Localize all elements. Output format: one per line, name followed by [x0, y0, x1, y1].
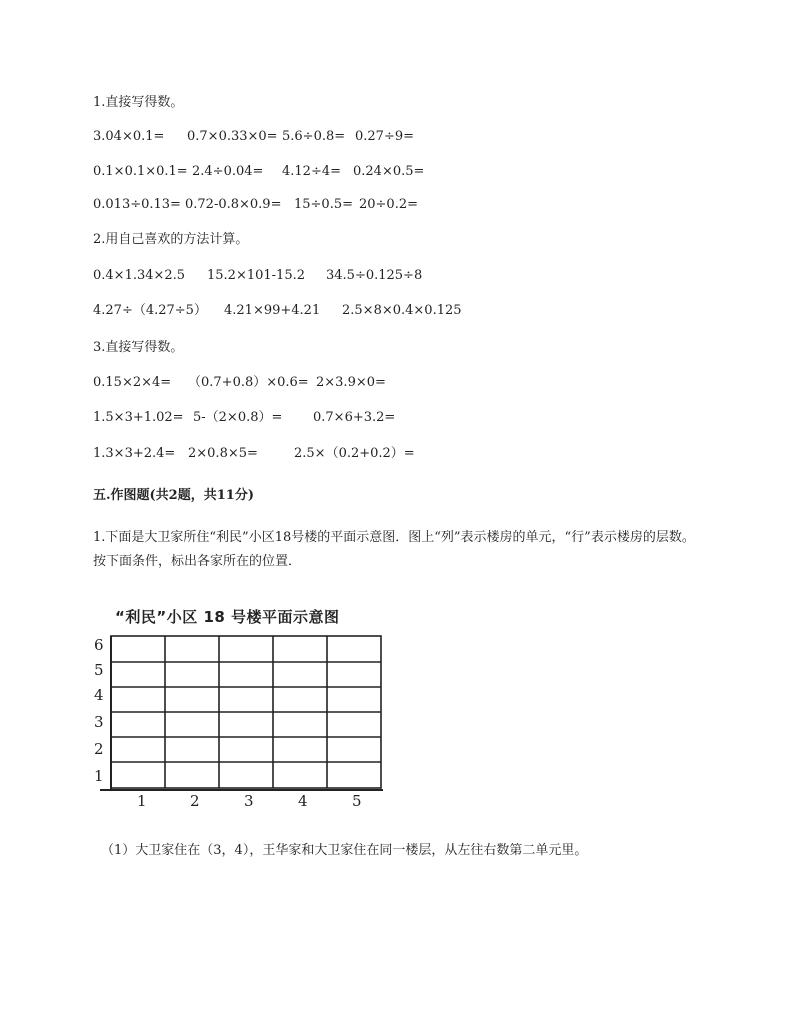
expression: （0.7+0.8）×0.6=	[188, 375, 309, 390]
part5-title: 五.作图题(共2题，共11分)	[93, 488, 254, 503]
row-label: 1	[94, 767, 104, 785]
section3-heading: 3.直接写得数。	[93, 340, 184, 355]
expression: 0.7×6+3.2=	[313, 410, 396, 425]
expression: 34.5÷0.125÷8	[326, 268, 423, 283]
col-label: 2	[190, 792, 200, 810]
expression: 0.013÷0.13=	[93, 197, 181, 212]
col-label: 4	[298, 792, 308, 810]
expression: 2×0.8×5=	[188, 446, 258, 461]
question1-text: 1.下面是大卫家所住“利民”小区18号楼的平面示意图．图上“列”表示楼房的单元，“行”表示楼房的层数。按下面条件，标出各家所在的位置．	[93, 530, 695, 569]
col-label: 3	[244, 792, 254, 810]
expression: 4.21×99+4.21	[224, 303, 321, 318]
expression: 5-（2×0.8）=	[193, 410, 283, 425]
figure-caption: “利民”小区 18 号楼平面示意图	[115, 608, 340, 626]
row-label: 5	[94, 661, 104, 679]
col-label: 5	[352, 792, 362, 810]
expression: 1.3×3+2.4=	[93, 446, 176, 461]
expression: 5.6÷0.8=	[282, 129, 346, 144]
expression: 0.7×0.33×0=	[187, 129, 278, 144]
section2-heading: 2.用自己喜欢的方法计算。	[93, 232, 249, 247]
expression: 0.27÷9=	[355, 129, 415, 144]
expression: 3.04×0.1=	[93, 129, 165, 144]
expression: 15÷0.5=	[294, 197, 354, 212]
expression: 2.5×8×0.4×0.125	[342, 303, 462, 318]
sub-question-1: （1）大卫家住在（3，4），王华家和大卫家住在同一楼层，从左往右数第二单元里。	[101, 843, 588, 858]
expression: 2.4÷0.04=	[192, 164, 264, 179]
expression: 15.2×101-15.2	[207, 268, 305, 283]
expression: 0.1×0.1×0.1=	[93, 164, 188, 179]
expression: 0.15×2×4=	[93, 375, 172, 390]
row-label: 3	[94, 713, 104, 731]
row-label: 6	[94, 636, 104, 654]
expression: 2.5×（0.2+0.2）=	[294, 446, 415, 461]
expression: 1.5×3+1.02=	[93, 410, 184, 425]
expression: 0.72-0.8×0.9=	[185, 197, 282, 212]
section2-row-2	[93, 303, 693, 367]
expression: 0.24×0.5=	[353, 164, 425, 179]
expression: 4.12÷4=	[282, 164, 342, 179]
expression: 2×3.9×0=	[316, 375, 386, 390]
row-label: 2	[94, 740, 104, 758]
row-label: 4	[94, 686, 104, 704]
col-label: 1	[137, 792, 147, 810]
expression: 0.4×1.34×2.5	[93, 268, 186, 283]
expression: 20÷0.2=	[359, 197, 419, 212]
section1-heading: 1.直接写得数。	[93, 95, 184, 110]
expression: 4.27÷（4.27÷5）	[93, 303, 207, 318]
